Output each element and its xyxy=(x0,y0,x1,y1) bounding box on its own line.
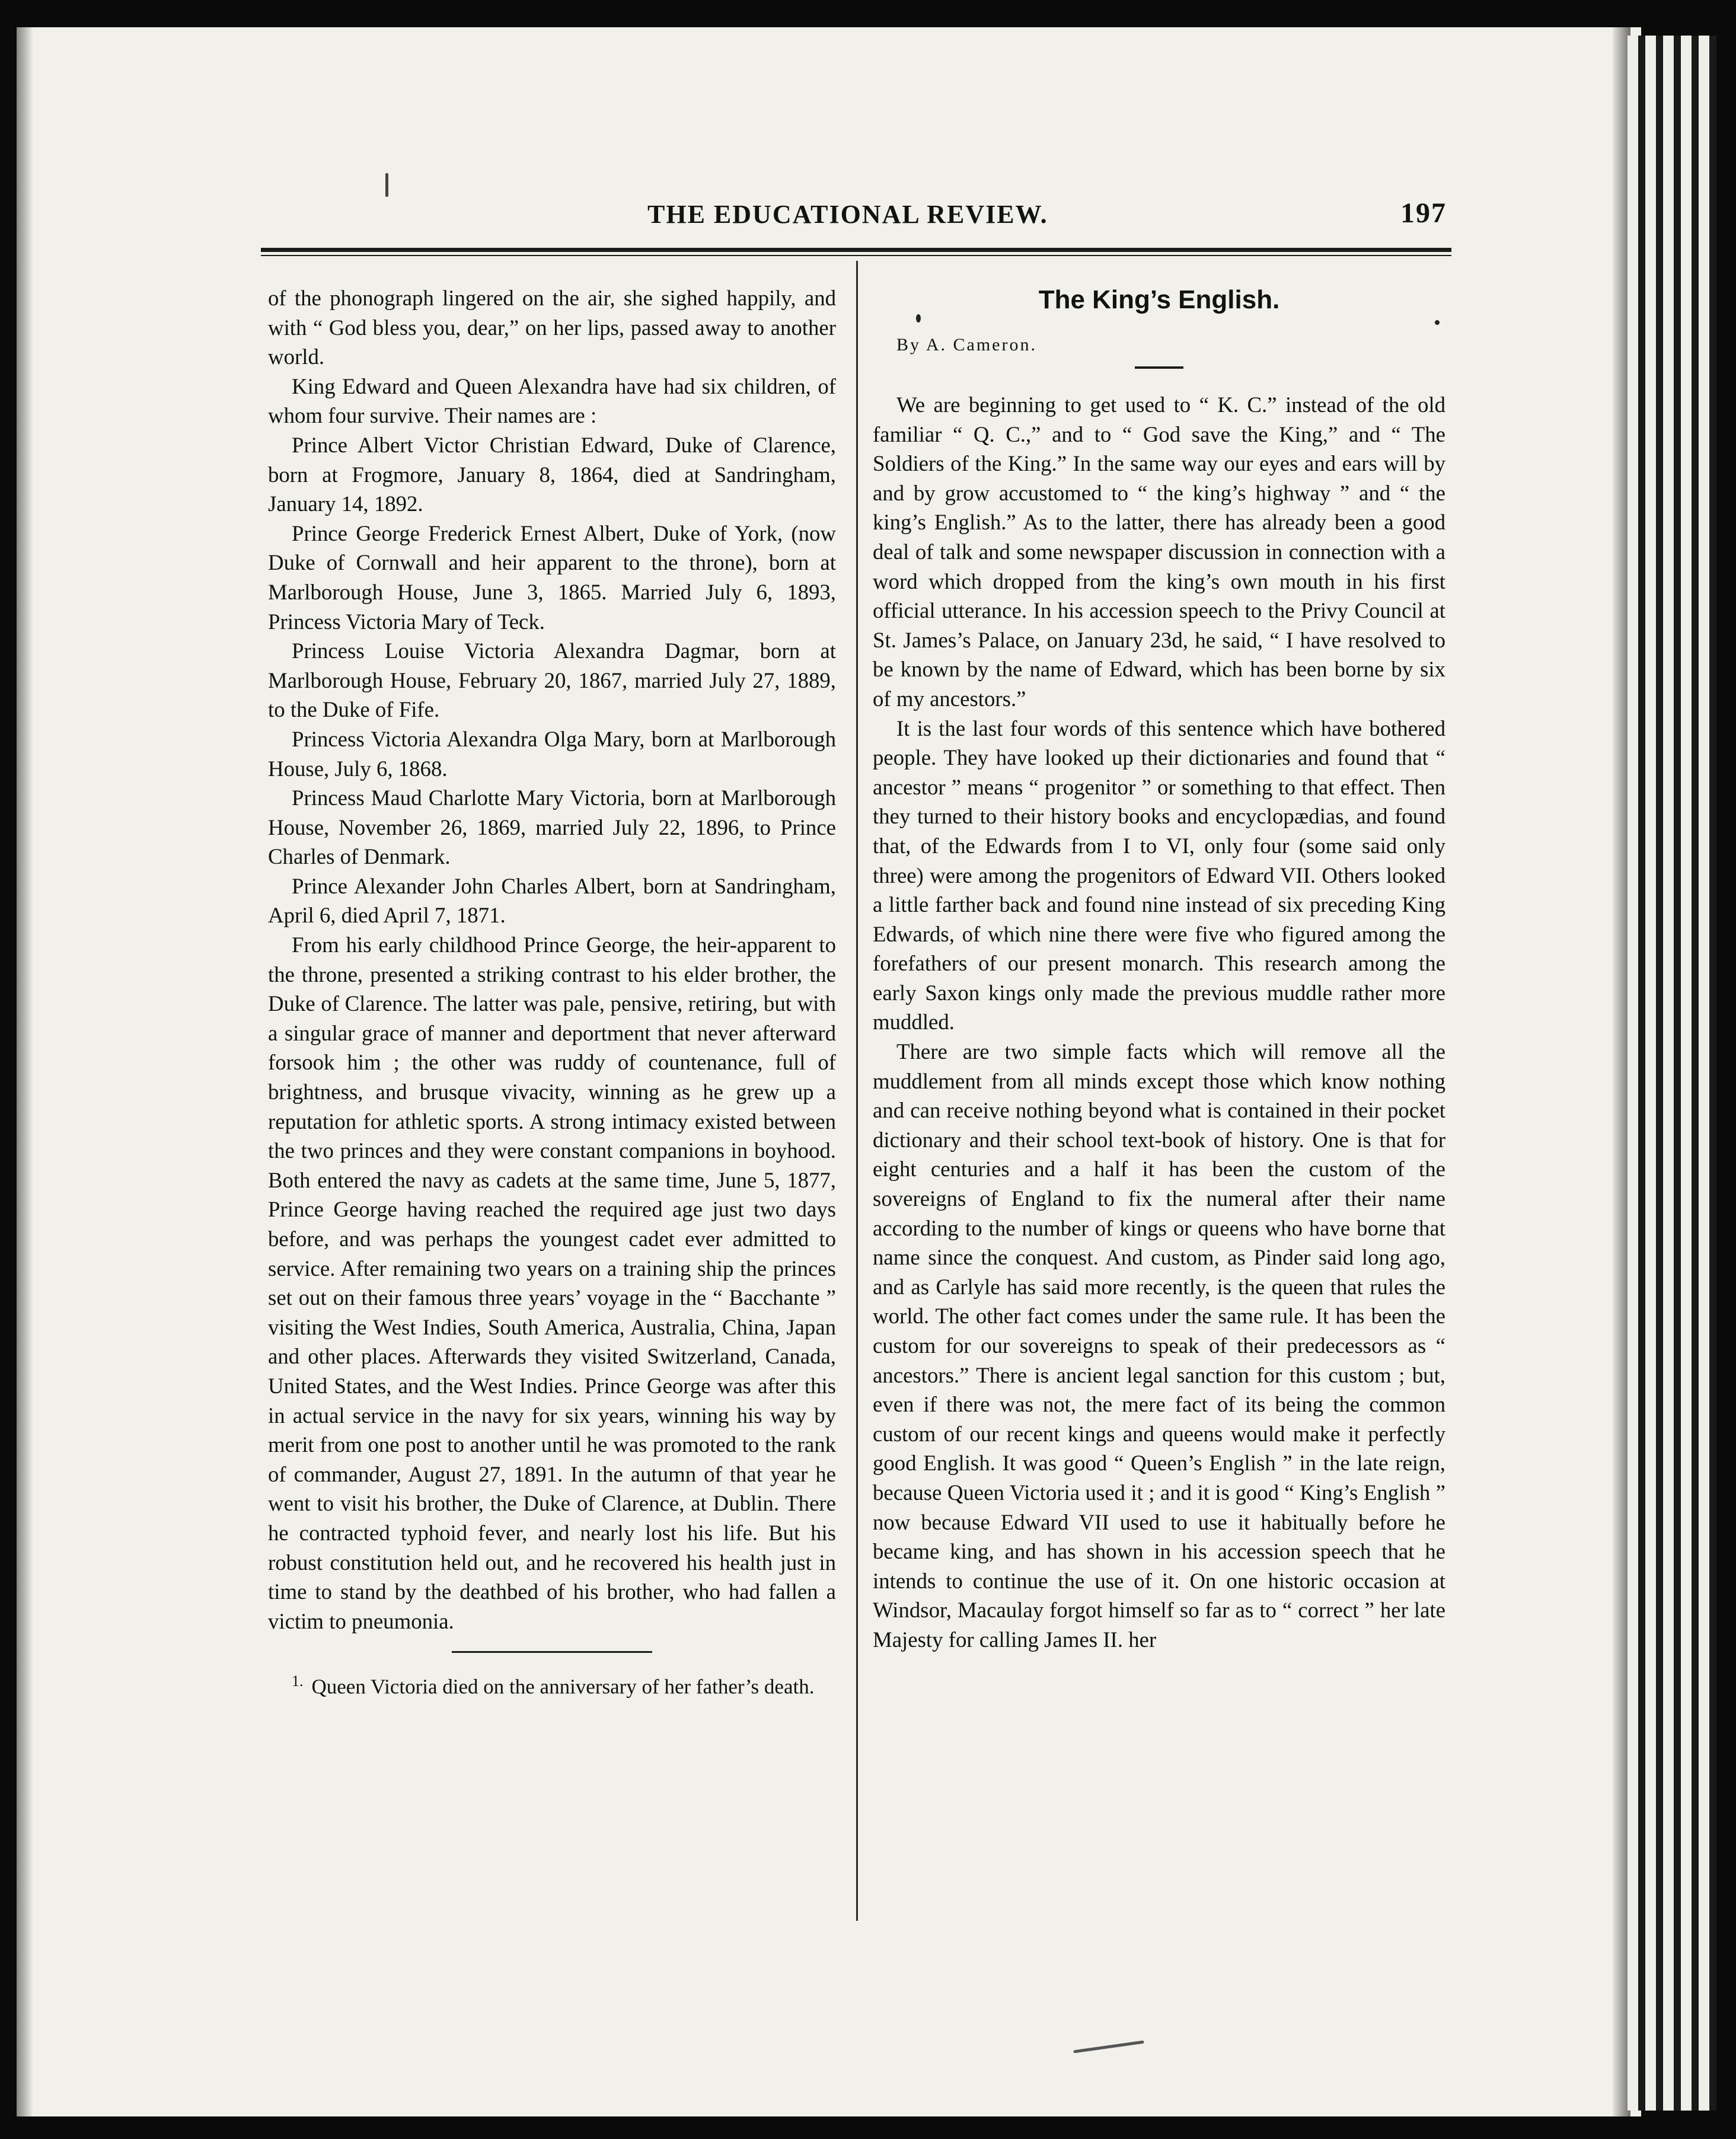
page-edge-stack xyxy=(1628,36,1716,2111)
left-column xyxy=(268,283,836,1700)
header-rule-thick xyxy=(261,248,1451,252)
scan-mark xyxy=(385,173,388,197)
byline: By A. Cameron. xyxy=(896,335,1037,355)
scan-speck xyxy=(1435,320,1440,325)
footnote xyxy=(268,1668,836,1700)
page-number: 197 xyxy=(1400,197,1447,229)
binding-shadow xyxy=(17,27,33,2116)
right-column xyxy=(873,283,1445,1655)
running-head xyxy=(261,190,1447,243)
paragraph: Prince George Frederick Ernest Albert, Duke of York, (now Duke of Cornwall and heir apparent to the throne), born at Marlborough House, June 3, 1865. Married July 6, 1893, Princess Victoria Mary of Teck. xyxy=(268,521,836,634)
paragraph: Princess Louise Victoria Alexandra Dagmar, born at Marlborough House, February 20, 1867, married July 27, 1889, to the Duke of Fife. xyxy=(268,638,836,722)
byline-rule xyxy=(1135,366,1183,369)
header-rule-thin xyxy=(261,255,1451,256)
scan-speck xyxy=(916,314,921,323)
footnote-marker: 1. xyxy=(292,1672,304,1690)
paragraph: King Edward and Queen Alexandra have had six children, of whom four survive. Their names are : xyxy=(268,373,836,428)
paragraph: There are two simple facts which will remove all the muddlement from all minds except those which know nothing and can receive nothing beyond what is contained in their pocket dictionary and their school text-book of history. One is that for eight centuries and a half it has been the custom of the sovereigns of England to fix the numeral after their name according to the number of kings or queens who have borne that name since the conquest. And custom, as Pinder said long ago, and as Carlyle has said more recently, is the queen that rules the world. The other fact comes under the same rule. It has been the custom for our sovereigns to speak of their predecessors as “ ancestors.” There is ancient legal sanction for this custom ; but, even if there was not, the mere fact of its being the common custom of our recent kings and queens would make it perfectly good English. It was good “ Queen’s English ” in the late reign, because Queen Victoria used it ; and it is good “ King’s English ” now because Edward VII used to use it habitually before he became king, and has shown in his accession speech that he intends to continue the use of it. On one historic occasion at Windsor, Macaulay forgot himself so far as to “ correct ” her late Majesty for calling James II. her xyxy=(873,1039,1445,1652)
paragraph: of the phonograph lingered on the air, she sighed happily, and with “ God bless you, dear,” on her lips, passed away to another world. xyxy=(268,286,836,369)
paragraph: Princess Victoria Alexandra Olga Mary, born at Marlborough House, July 6, 1868. xyxy=(268,726,836,781)
running-title: THE EDUCATIONAL REVIEW. xyxy=(647,200,1048,229)
paragraph: Prince Albert Victor Christian Edward, Duke of Clarence, born at Frogmore, January 8, 1864, died at Sandringham, January 14, 1892. xyxy=(268,432,836,516)
column-divider xyxy=(856,261,858,1921)
footnote-text: Queen Victoria died on the anniversary of her father’s death. xyxy=(311,1675,815,1699)
footnote-rule xyxy=(452,1651,652,1653)
article-title: The King’s English. xyxy=(1038,285,1280,314)
paragraph: Princess Maud Charlotte Mary Victoria, born at Marlborough House, November 26, 1869, married July 22, 1896, to Prince Charles of Denmark. xyxy=(268,786,836,869)
paragraph: We are beginning to get used to “ K. C.” instead of the old familiar “ Q. C.,” and to “ God save the King,” and “ The Soldiers of the King.” In the same way our eyes and ears will by and by grow accustomed to “ the king’s highway ” and “ the king’s English.” As to the latter, there has already been a good deal of talk and some newspaper discussion in connection with a word which dropped from the king’s own mouth in his first official utterance. In his accession speech to the Privy Council at St. James’s Palace, on January 23d, he said, “ I have resolved to be known by the name of Edward, which has been borne by six of my ancestors.” xyxy=(873,392,1445,711)
paragraph: From his early childhood Prince George, the heir-apparent to the throne, presented a striking contrast to his elder brother, the Duke of Clarence. The latter was pale, pensive, retiring, but with a singular grace of manner and deportment that never afterward forsook him ; the other was ruddy of countenance, full of brightness, and brusque vivacity, winning as he grew up a reputation for athletic sports. A strong intimacy existed between the two princes and they were constant companions in boyhood. Both entered the navy as cadets at the same time, June 5, 1877, Prince George having reached the required age just two days before, and was perhaps the youngest cadet ever admitted to service. After remaining two years on a training ship the princes set out on their famous three years’ voyage in the “ Bacchante ” visiting the West Indies, South America, Australia, China, Japan and other places. Afterwards they visited Switzerland, Canada, United States, and the West Indies. Prince George was after this in actual service in the navy for six years, winning his way by merit from one post to another until he was promoted to the rank of commander, August 27, 1891. In the autumn of that year he went to visit his brother, the Duke of Clarence, at Dublin. There he contracted typhoid fever, and nearly lost his life. But his robust constitution held out, and he recovered his health just in time to stand by the deathbed of his brother, who had fallen a victim to pneumonia. xyxy=(268,933,836,1633)
paragraph: It is the last four words of this sentence which have bothered people. They have looked up their dictionaries and found that “ ancestor ” means “ progenitor ” or something to that effect. Then they turned to their history books and encyclopædias, and found that, of the Edwards from I to VI, only four (some said only three) were among the progenitors of Edward VII. Others looked a little farther back and found nine instead of six preceding King Edwards, of which nine there were five who figured among the forefathers of our present monarch. This research among the early Saxon kings only made the previous muddle rather more muddled. xyxy=(873,716,1445,1035)
paragraph: Prince Alexander John Charles Albert, born at Sandringham, April 6, died April 7, 1871. xyxy=(268,873,836,928)
